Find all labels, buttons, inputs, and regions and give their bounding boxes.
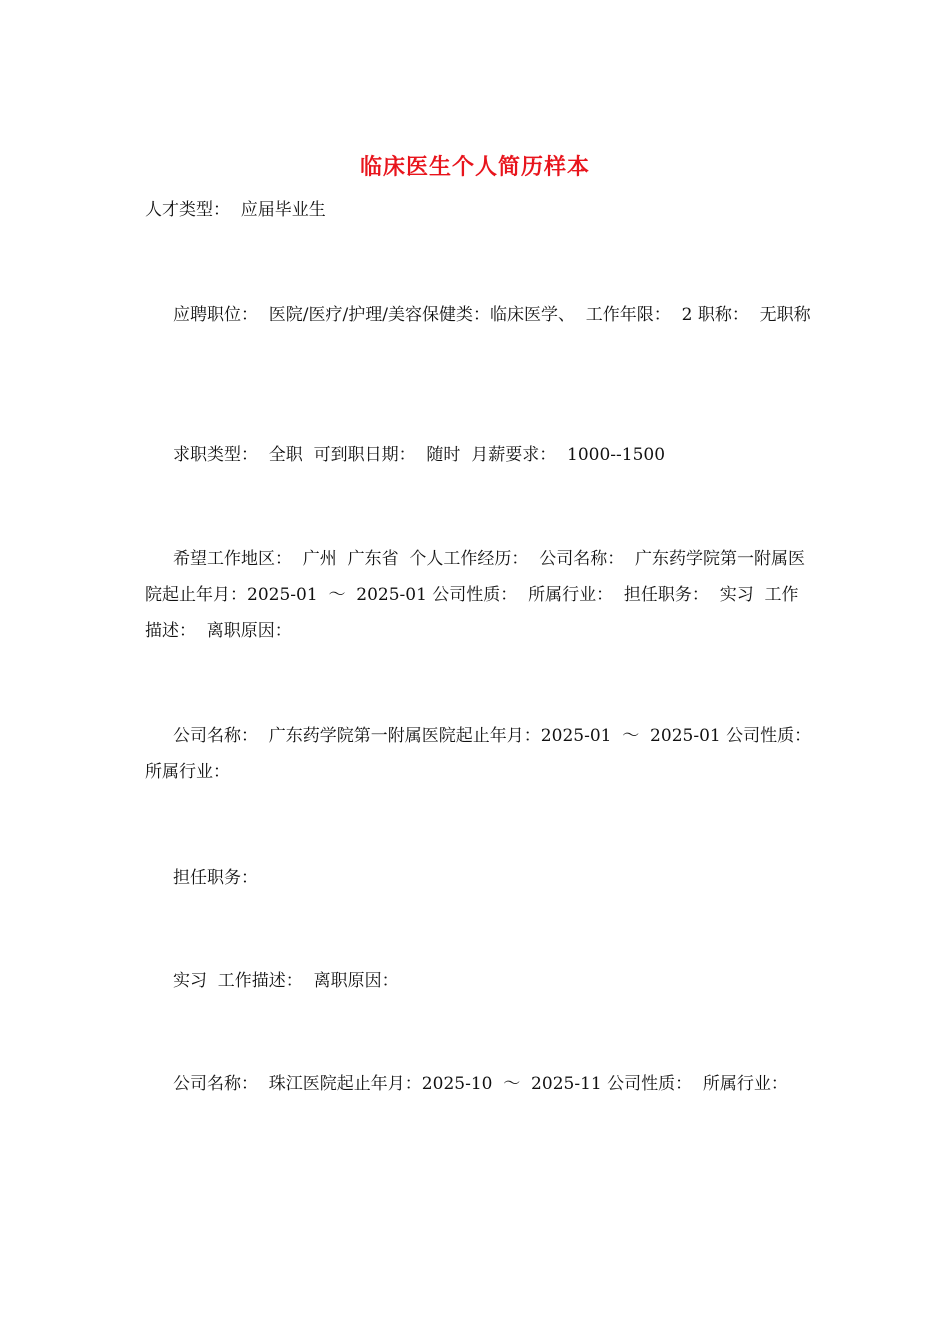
paragraph-company-2: 公司名称： 珠江医院起止年月：2025-10 ～ 2025-11 公司性质： 所属行业：	[173, 1074, 788, 1094]
paragraph-internship: 实习 工作描述： 离职原因：	[173, 971, 399, 991]
paragraph-position: 应聘职位： 医院/医疗/护理/美容保健类：临床医学、 工作年限： 2 职称： 无职称	[173, 305, 811, 325]
paragraph-company-1: 公司名称： 广东药学院第一附属医院起止年月：2025-01 ～ 2025-01 公司性质： 所属行业：	[145, 726, 822, 782]
document-title: 临床医生个人简历样本	[359, 154, 590, 180]
paragraph-job-type: 求职类型： 全职 可到职日期： 随时 月薪要求： 1000--1500	[173, 445, 666, 465]
paragraph-work-area-experience: 希望工作地区： 广州 广东省 个人工作经历： 公司名称： 广东药学院第一附属医院起止年月：2025-01 ～ 2025-01 公司性质： 所属行业： 担任职务： 实习 工作描述： 离职原因：	[145, 549, 806, 641]
paragraph-talent-type: 人才类型： 应届毕业生	[145, 200, 326, 220]
paragraph-position-held: 担任职务：	[173, 868, 258, 888]
